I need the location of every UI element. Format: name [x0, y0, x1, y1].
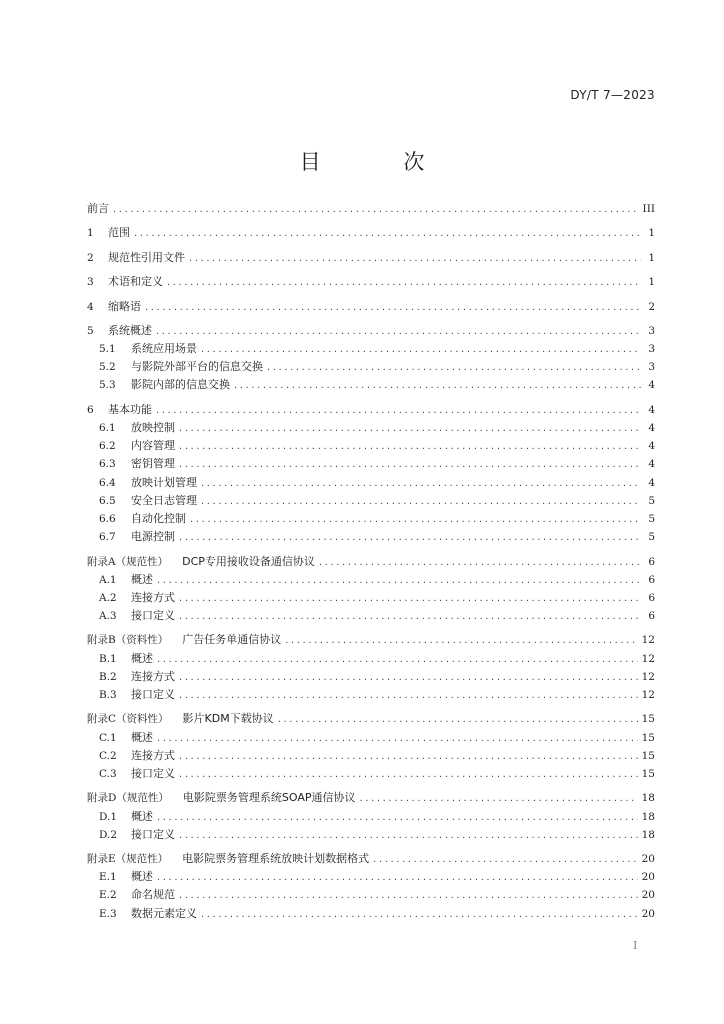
toc-subentry[interactable]: [87, 437, 655, 455]
toc-entry-number: 附录B（资料性）: [87, 634, 169, 647]
toc-dot-leader: [157, 651, 638, 669]
toc-subentry[interactable]: [87, 607, 655, 625]
toc-appendix-entry[interactable]: [87, 850, 655, 868]
toc-entry[interactable]: [87, 224, 655, 242]
toc-dot-leader: [179, 766, 638, 784]
toc-dot-leader: [285, 632, 637, 650]
toc-entry-number: 3: [87, 276, 94, 289]
toc-page-number: 4: [648, 476, 655, 489]
toc-page-number: 6: [648, 573, 655, 586]
toc-subentry[interactable]: [87, 650, 655, 668]
toc-page-number: 4: [648, 403, 655, 416]
toc-entry-title: 接口定义: [131, 827, 175, 841]
toc-entry-title: 范围: [108, 226, 130, 240]
toc-entry-title: 放映计划管理: [131, 475, 197, 489]
toc-page-number: 3: [648, 343, 655, 356]
toc-page-number: 15: [641, 749, 655, 762]
toc-subentry[interactable]: [87, 589, 655, 607]
toc-dot-leader: [190, 511, 641, 529]
toc-entry-title: 内容管理: [131, 439, 175, 453]
toc-page-number: 20: [641, 853, 655, 866]
toc-entry-title: 系统概述: [108, 323, 152, 337]
toc-entry-number: 6.4: [99, 476, 116, 489]
toc-page-number: 20: [641, 907, 655, 920]
toc-entry-number: 6.7: [99, 531, 116, 544]
toc-entry[interactable]: [87, 200, 655, 218]
toc-subentry[interactable]: [87, 510, 655, 528]
toc-entry-number: 5.3: [99, 379, 116, 392]
toc-page-number: 6: [648, 555, 655, 568]
toc-subentry[interactable]: [87, 808, 655, 826]
toc-subentry[interactable]: [87, 747, 655, 765]
toc-subentry[interactable]: [87, 886, 655, 904]
toc-page-number: 18: [641, 810, 655, 823]
toc-entry-number: 6.3: [99, 458, 116, 471]
toc-page-number: 1: [648, 276, 655, 289]
toc-subentry[interactable]: [87, 474, 655, 492]
toc-dot-leader: [179, 687, 638, 705]
toc-page-number: 20: [641, 871, 655, 884]
toc-appendix-entry[interactable]: [87, 789, 655, 807]
toc-page-number: 1: [648, 251, 655, 264]
toc-entry[interactable]: [87, 401, 655, 419]
toc-page-number: 6: [648, 591, 655, 604]
toc-entry-title: 术语和定义: [108, 275, 163, 289]
toc-entry-number: C.2: [99, 749, 117, 762]
toc-appendix-entry[interactable]: [87, 710, 655, 728]
toc-entry-title: 放映控制: [131, 421, 175, 434]
toc-page-number: 18: [641, 828, 655, 841]
toc-entry-number: A.3: [99, 610, 117, 623]
toc-entry-title: 影院内部的信息交换: [131, 378, 230, 392]
toc-page-number: 5: [648, 531, 655, 544]
toc-dot-leader: [179, 420, 641, 438]
toc-entry-title: 接口定义: [131, 688, 175, 701]
toc-subentry[interactable]: [87, 492, 655, 510]
toc-page-number: 4: [648, 440, 655, 453]
toc-entry-number: 2: [87, 251, 94, 264]
toc-entry[interactable]: [87, 322, 655, 340]
toc-entry-number: C.1: [99, 731, 117, 744]
toc-entry-number: 附录D（规范性）: [87, 792, 169, 805]
toc-entry-number: D.1: [99, 810, 118, 823]
toc-page-number: 15: [641, 713, 655, 726]
toc-entry-number: B.2: [99, 670, 117, 683]
toc-entry-title: 密钥管理: [131, 457, 175, 471]
toc-entry-number: 1: [87, 227, 94, 240]
toc-entry-number: A.2: [99, 591, 117, 604]
toc-entry-title: 前言: [87, 202, 109, 215]
toc-page-number: 5: [648, 512, 655, 525]
toc-entry-title: 命名规范: [131, 888, 175, 902]
toc-page-number: 5: [648, 494, 655, 507]
toc-dot-leader: [179, 438, 641, 456]
toc-entry-title: 数据元素定义: [131, 906, 197, 920]
toc-subentry[interactable]: [87, 419, 655, 437]
toc-entry-title: 与影院外部平台的信息交换: [131, 360, 263, 374]
toc-entry-title: 系统应用场景: [131, 342, 197, 356]
toc-entry-number: 6.6: [99, 512, 116, 525]
toc-entry-number: B.1: [99, 652, 117, 665]
toc-page-number: 4: [648, 422, 655, 434]
toc-entry-title: 电影院票务管理系统放映计划数据格式: [182, 852, 370, 866]
toc-dot-leader: [179, 529, 641, 547]
toc-dot-leader: [156, 323, 641, 341]
toc-dot-leader: [145, 299, 641, 317]
toc-subentry[interactable]: [87, 686, 655, 704]
table-of-contents: [87, 200, 655, 923]
toc-page-number: 12: [641, 689, 655, 701]
toc-page-number: 3: [648, 361, 655, 374]
toc-page-number: 6: [648, 610, 655, 623]
toc-entry-title: 影片KDM下载协议: [182, 712, 274, 726]
toc-entry-title: 规范性引用文件: [108, 250, 185, 264]
toc-entry-number: B.3: [99, 689, 117, 701]
toc-entry-number: 附录A（规范性）: [87, 555, 169, 568]
toc-subentry[interactable]: [87, 826, 655, 844]
toc-page-number: 20: [641, 889, 655, 902]
toc-entry-number: 5.2: [99, 361, 116, 374]
toc-entry-number: 5: [87, 324, 94, 337]
toc-dot-leader: [234, 377, 641, 395]
toc-dot-leader: [373, 851, 637, 869]
toc-entry-title: 接口定义: [131, 609, 175, 623]
toc-dot-leader: [189, 250, 641, 268]
toc-dot-leader: [157, 730, 638, 748]
toc-entry-number: A.1: [99, 573, 117, 586]
toc-subentry[interactable]: [87, 765, 655, 783]
toc-subentry[interactable]: [87, 340, 655, 358]
toc-entry-number: 附录C（资料性）: [87, 713, 169, 726]
toc-entry-title: 基本功能: [108, 402, 152, 416]
toc-subentry[interactable]: [87, 668, 655, 686]
toc-entry-number: E.3: [99, 907, 117, 920]
toc-dot-leader: [157, 869, 638, 887]
toc-entry-title: 接口定义: [131, 766, 175, 780]
toc-dot-leader: [179, 608, 641, 626]
toc-entry-title: DCP专用接收设备通信协议: [182, 554, 315, 568]
toc-entry-title: 自动化控制: [131, 511, 186, 525]
toc-dot-leader: [167, 274, 641, 292]
toc-dot-leader: [179, 748, 638, 766]
toc-page-number: 4: [648, 458, 655, 471]
toc-dot-leader: [201, 493, 641, 511]
toc-dot-leader: [179, 887, 638, 905]
toc-entry-title: 概述: [131, 572, 153, 586]
toc-dot-leader: [201, 341, 641, 359]
toc-subentry[interactable]: [87, 571, 655, 589]
toc-entry-title: 概述: [131, 730, 153, 744]
toc-appendix-entry[interactable]: [87, 553, 655, 571]
toc-entry-number: 6.2: [99, 440, 116, 453]
toc-page-number: 12: [641, 670, 655, 683]
toc-appendix-entry[interactable]: [87, 631, 655, 649]
toc-subentry[interactable]: [87, 455, 655, 473]
toc-page-number: 3: [648, 324, 655, 337]
toc-dot-leader: [201, 906, 638, 924]
toc-entry-title: 安全日志管理: [131, 493, 197, 507]
toc-page-number: 2: [648, 300, 655, 313]
standard-code: DY/T 7—2023: [570, 88, 655, 102]
toc-dot-leader: [267, 359, 641, 377]
toc-dot-leader: [134, 225, 641, 243]
toc-subentry[interactable]: [87, 358, 655, 376]
toc-page-number: 18: [641, 792, 655, 805]
toc-subentry[interactable]: [87, 905, 655, 923]
toc-entry-number: 4: [87, 300, 94, 313]
toc-entry-number: D.2: [99, 828, 118, 841]
toc-entry[interactable]: [87, 298, 655, 316]
toc-subentry[interactable]: [87, 528, 655, 546]
toc-subentry[interactable]: [87, 729, 655, 747]
toc-entry-title: 概述: [131, 651, 153, 665]
toc-dot-leader: [319, 554, 641, 572]
toc-dot-leader: [179, 827, 638, 845]
toc-dot-leader: [201, 475, 641, 493]
toc-dot-leader: [156, 402, 641, 420]
toc-dot-leader: [179, 669, 638, 687]
toc-subentry[interactable]: [87, 868, 655, 886]
toc-entry-number: 6.5: [99, 494, 116, 507]
toc-entry-title: 连接方式: [131, 590, 175, 604]
toc-page-number: 12: [641, 652, 655, 665]
toc-entry-number: E.1: [99, 871, 117, 884]
toc-subentry[interactable]: [87, 376, 655, 394]
toc-entry[interactable]: [87, 249, 655, 267]
toc-entry-title: 连接方式: [131, 669, 175, 683]
toc-entry-number: C.3: [99, 767, 117, 780]
toc-page-number: III: [642, 203, 655, 215]
toc-entry-number: 5.1: [99, 343, 116, 356]
toc-entry-title: 缩略语: [108, 299, 141, 313]
page-number: I: [633, 939, 638, 952]
toc-entry-number: 附录E（规范性）: [87, 853, 169, 866]
toc-page-number: 15: [641, 767, 655, 780]
toc-dot-leader: [113, 201, 639, 219]
toc-dot-leader: [179, 590, 641, 608]
toc-page-number: 15: [641, 731, 655, 744]
toc-dot-leader: [360, 790, 638, 808]
toc-page-number: 12: [641, 634, 655, 647]
toc-entry-title: 概述: [131, 870, 153, 884]
toc-entry-number: 6: [87, 403, 94, 416]
toc-page-number: 1: [648, 227, 655, 240]
page-title: 目 次: [299, 150, 463, 174]
toc-entry-title: 电影院票务管理系统SOAP通信协议: [182, 791, 356, 805]
toc-entry-title: 连接方式: [131, 748, 175, 762]
toc-dot-leader: [157, 809, 638, 827]
toc-entry-title: 电源控制: [131, 530, 175, 544]
toc-entry[interactable]: [87, 273, 655, 291]
toc-entry-title: 广告任务单通信协议: [182, 633, 282, 647]
toc-entry-number: 6.1: [99, 422, 116, 434]
toc-page-number: 4: [648, 379, 655, 392]
toc-dot-leader: [278, 711, 638, 729]
toc-entry-title: 概述: [131, 809, 153, 823]
toc-dot-leader: [179, 456, 641, 474]
toc-dot-leader: [157, 572, 641, 590]
toc-entry-number: E.2: [99, 889, 117, 902]
